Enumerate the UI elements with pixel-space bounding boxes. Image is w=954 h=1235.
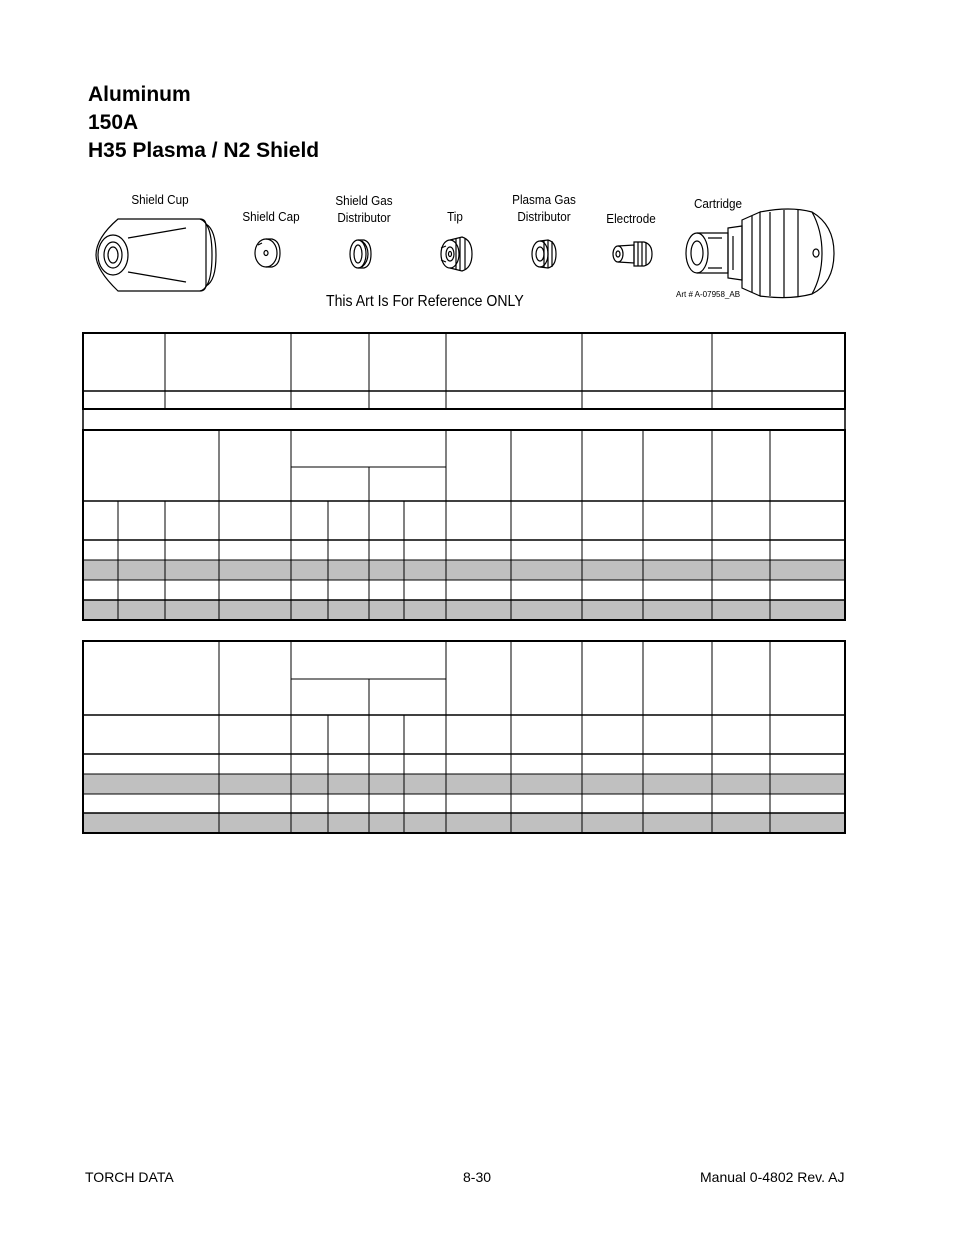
label-plasma-gas-distributor: Plasma Gas Distributor [512, 192, 576, 224]
title-material: Aluminum [88, 83, 191, 106]
table-1-parts [83, 333, 845, 430]
label-shield-cup: Shield Cup [131, 192, 189, 207]
label-tip: Tip [447, 209, 463, 224]
footer-page-number: 8-30 [463, 1169, 492, 1185]
table-2-cut-data [83, 430, 845, 620]
label-shield-cap: Shield Cap [242, 209, 300, 224]
table-3-cut-data [83, 641, 845, 833]
title-amperage: 150A [88, 111, 139, 134]
label-cartridge: Cartridge [693, 196, 743, 211]
art-number: Art # A-07958_AB [676, 290, 741, 299]
title-gases: H35 Plasma / N2 Shield [88, 139, 320, 162]
label-shield-gas-distributor: Shield Gas Distributor [335, 193, 393, 225]
label-electrode: Electrode [606, 211, 656, 226]
footer-manual-revision: Manual 0-4802 Rev. AJ [700, 1169, 845, 1185]
shaded-rows [83, 560, 845, 833]
footer-section-name: TORCH DATA [85, 1169, 174, 1185]
reference-note: This Art Is For Reference ONLY [326, 293, 524, 310]
